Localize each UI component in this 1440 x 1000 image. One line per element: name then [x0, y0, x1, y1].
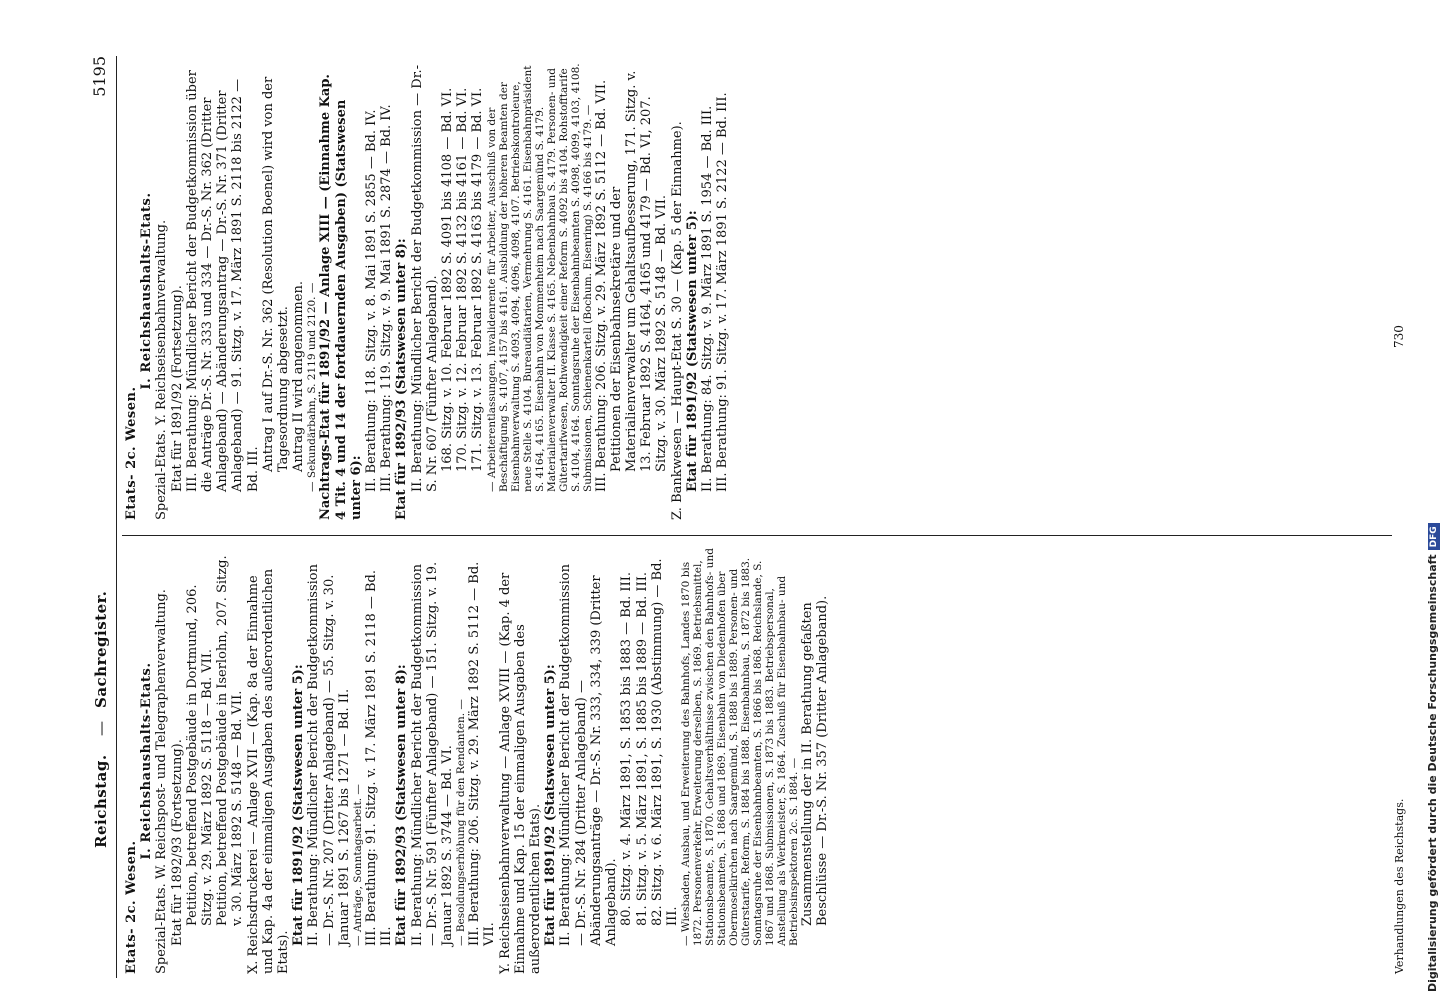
bottom-page-number: 730	[1392, 325, 1406, 348]
right-column-entry: II. Berathung: 84. Sitzg. v. 9. März 1891 S. 1954 — Bd. III.	[700, 105, 716, 492]
left-column	[124, 548, 831, 974]
header-separator: —	[92, 721, 110, 736]
right-column-entry: II. Berathung: 118. Sitzg. v. 8. Mai 1891 S. 2855 — Bd. IV.	[364, 109, 380, 492]
dfg-logo: DFG	[1428, 523, 1440, 550]
left-column-entry: Petition, betreffend Postgebäude in Dortmund, 206. Sitzg. v. 29. März 1892 S. 5118 — Bd. VII.	[184, 584, 216, 926]
right-column-entry: Etat für 1891/92 (Fortsetzung).	[169, 285, 185, 492]
right-column	[124, 62, 731, 520]
left-column-entry: 81. Sitzg. v. 5. März 1891, S. 1885 bis 1889 — Bd. III.	[634, 572, 650, 926]
right-column-entry: III. Berathung: Mündlicher Bericht der Budgetkommission über die Anträge Dr.-S. Nr. 333 und 334 — Dr.-S. Nr. 362 (Dritter Anlageband) — Abänderungsantrag — Dr.-S. Nr. 371 (Dritter Anlageband) — 91. Sitzg. v. 17. März 1891 S. 2118 bis 2122 — Bd. III.	[184, 70, 261, 492]
left-column-entry: X. Reichsdruckerei — Anlage XVII — (Kap. 8a der Einnahme und Kap. 4a der einmaligen Ausgaben des außerordentlichen Etats).	[245, 568, 292, 974]
right-column-entry: Antrag II wird angenommen.	[291, 281, 307, 472]
left-column-entry: — Wiesbaden, Ausbau, und Erweiterung des Bahnhofs, Landes 1870 bis 1872. Personenverkehr, Erweiterung derselben, S. 1869. Betriebsmittel, Stationsbeamte, S. 1870. Gehaltsverhältnisse zwischen den Bahnhofs- und Stationsbeamten, S. 1868 und 1869. Eisenbahn von Diedenhofen über Obermoselkirchen nach Saargemünd, S. 1888 bis 1889. Personen- und Güterstarife, Reform, S. 1884 bis 1888. Eisenbahnbau, S. 1872 bis 1883. Sonntagsruhe der Eisenbahnbeamten, S. 1866 bis 1868. Reichslande, S. 1867 und 1868. Submissionen, S. 1873 bis 1883. Betriebspersonal, Anstellung als Werkmeister, S. 1864. Zuschuß für Eisenbahnbau- und Betriebsinspektoren 2c. S. 1884. —	[680, 548, 801, 946]
right-column-entry: III. Berathung: 206. Sitzg. v. 29. März 1892 S. 5112 — Bd. VII.	[593, 79, 609, 492]
right-column-entry: II. Berathung: Mündlicher Bericht der Budgetkommission — Dr.-S. Nr. 607 (Fünfter Anlageband).	[409, 64, 440, 492]
left-column-entry: 82. Sitzg. v. 6. März 1891, S. 1930 (Abstimmung) — Bd. III.	[649, 558, 680, 926]
right-column-entry: Etat für 1892/93 (Statswesen unter 8):	[394, 238, 410, 520]
right-column-entry: Etat für 1891/92 (Statswesen unter 5):	[684, 210, 700, 492]
left-column-entry: — Besoldungserhöhung für den Rendanten. —	[455, 699, 468, 946]
right-column-entry: III. Berathung: 119. Sitzg. v. 9. Mai 1891 S. 2874 — Bd. IV.	[379, 104, 395, 492]
right-column-entry: Antrag I auf Dr.-S. Nr. 362 (Resolution Boenel) wird von der Tagesordnung abgesetzt.	[260, 76, 292, 472]
header-rule	[116, 56, 117, 978]
left-column-entry: Etat für 1892/93 (Fortsetzung).	[169, 739, 185, 946]
right-column-entry: Nachtrags-Etat für 1891/92 — Anlage XIII — (Einnahme Kap. 4 Tit. 4 und 14 der fortdauernden Ausgaben) (Statswesen unter 6):	[318, 74, 364, 520]
page-header	[92, 56, 116, 978]
right-column-entry: I. Reichshaushalts-Etats.	[139, 192, 155, 390]
digitization-strip	[1404, 0, 1439, 1000]
digitization-text: Digitalisierung gefördert durch die Deutsche Forschungsgemeinschaft	[1426, 554, 1439, 992]
left-column-entry: Etat für 1891/92 (Statswesen unter 5):	[291, 664, 307, 946]
footer-source: Verhandlungen des Reichstags.	[1393, 798, 1406, 974]
right-column-entry: — Arbeiterentlassungen, Invalidenrente für Arbeiter, Ausschluß von der Beschäftigung S. 4107, 4157 bis 4161. Ausbildung der höheren Beamten der Eisenbahnverwaltung S. 4093, 4094, 4096, 4098, 4107. Betriebskontroleure, neue Stelle S. 4104. Bureaudiätarien, Vermehrung S. 4161. Eisenbahnpräsident S. 4164, 4165. Eisenbahn von Mommenheim nach Saargemünd S. 4179. Materialienverwalter II. Klasse S. 4165. Nebenbahnbau S. 4179. Personen- und Gütertarifwesen, Rothwendigkeit einer Reform S. 4092 bis 4104. Rohstofftarife S. 4104, 4164. Sonntagsruhe der Eisenbahnbeamten S. 4098, 4099, 4103, 4108. Submissionen, Schienenkartell (Bochum. Eisenring) S. 4166 bis 4179. —	[485, 63, 594, 492]
left-column-entry: Y. Reichseisenbahnverwaltung — Anlage XVIII — (Kap. 4 der Einnahme und Kap. 15 der einmaligen Ausgaben des außerordentlichen Etats).	[497, 572, 544, 974]
column-divider	[122, 535, 1392, 536]
left-column-entry: II. Berathung: Mündlicher Bericht der Budgetkommission — Dr.-S. Nr. 207 (Dritter Anlageband) — 55. Sitzg. v. 30. Januar 1891 S. 1267 bis 1271 — Bd. II.	[306, 563, 352, 946]
right-column-entry: 171. Sitzg. v. 13. Februar 1892 S. 4163 bis 4179 — Bd. VI.	[470, 87, 486, 472]
page-title: Sachregister.	[92, 590, 110, 708]
right-column-entry: Etats- 2c. Wesen.	[124, 386, 139, 520]
right-column-entry: Petitionen der Eisenbahnsekretäre und der Materialienverwalter um Gehaltsaufbesserung, 171. Sitzg. v. 13. Februar 1892 S. 4164, 4165 und 4179 — Bd. VI, 207. Sitzg. v. 30. März 1892 S. 5148 — Bd. VII.	[608, 70, 670, 472]
right-column-entry: Spezial-Etats. Y. Reichseisenbahnverwaltung.	[154, 219, 170, 520]
left-column-entry: II. Berathung: Mündlicher Bericht der Budgetkommission — Dr.-S. Nr. 284 (Dritter Anlageband) — Abänderungsanträge — Dr.-S. Nr. 333, 334, 339 (Dritter Anlageband).	[558, 563, 620, 946]
left-column-entry: Spezial-Etats. W. Reichspost- und Telegraphenverwaltung.	[154, 589, 170, 974]
left-column-entry: Etat für 1891/92 (Statswesen unter 5):	[543, 664, 559, 946]
left-column-entry: Etats- 2c. Wesen.	[124, 840, 139, 974]
left-column-entry: 80. Sitzg. v. 4. März 1891, S. 1853 bis 1883 — Bd. III.	[619, 572, 635, 926]
left-column-entry: III. Berathung: 206. Sitzg. v. 29. März 1892 S. 5112 — Bd. VII.	[467, 561, 498, 946]
right-column-entry: 170. Sitzg. v. 12. Februar 1892 S. 4132 bis 4161 — Bd. VI.	[455, 87, 471, 472]
left-column-entry: Zusammenstellung der in II. Berathung gefaßten Beschlüsse — Dr.-S. Nr. 357 (Dritter Anlageband).	[800, 595, 831, 926]
rotated-page-content	[92, 56, 1412, 978]
right-column-entry: 168. Sitzg. v. 10. Februar 1892 S. 4091 bis 4108 — Bd. VI.	[440, 87, 456, 472]
left-column-entry: — Anträge, Sonntagsarbeit. —	[352, 784, 365, 946]
left-column-entry: Petition, betreffend Postgebäude in Iserlohn, 207. Sitzg. v. 30. März 1892 S. 5148 — Bd. VII.	[215, 555, 246, 926]
left-column-entry: II. Berathung: Mündlicher Bericht der Budgetkommission — Dr.-S. Nr. 591 (Fünfter Anlageband) — 151. Sitzg. v. 19. Januar 1892 S. 3744 — Bd. VI.	[409, 561, 456, 946]
digitization-note	[1426, 523, 1440, 992]
right-column-entry: Z. Bankwesen — Haupt-Etat S. 30 — (Kap. 5 der Einnahme).	[669, 121, 685, 520]
right-column-entry: — Sekundärbahn, S. 2119 und 2120. —	[306, 282, 319, 492]
header-left: Reichstag.	[92, 754, 110, 848]
left-column-entry: Etat für 1892/93 (Statswesen unter 8):	[394, 664, 410, 946]
right-column-entry: III. Berathung: 91. Sitzg. v. 17. März 1891 S. 2122 — Bd. III.	[715, 92, 731, 492]
left-column-entry: I. Reichshaushalts-Etats.	[139, 662, 155, 860]
left-column-entry: III. Berathung: 91. Sitzg. v. 17. März 1891 S. 2118 — Bd. III.	[364, 570, 395, 946]
page-number: 5195	[90, 56, 109, 97]
